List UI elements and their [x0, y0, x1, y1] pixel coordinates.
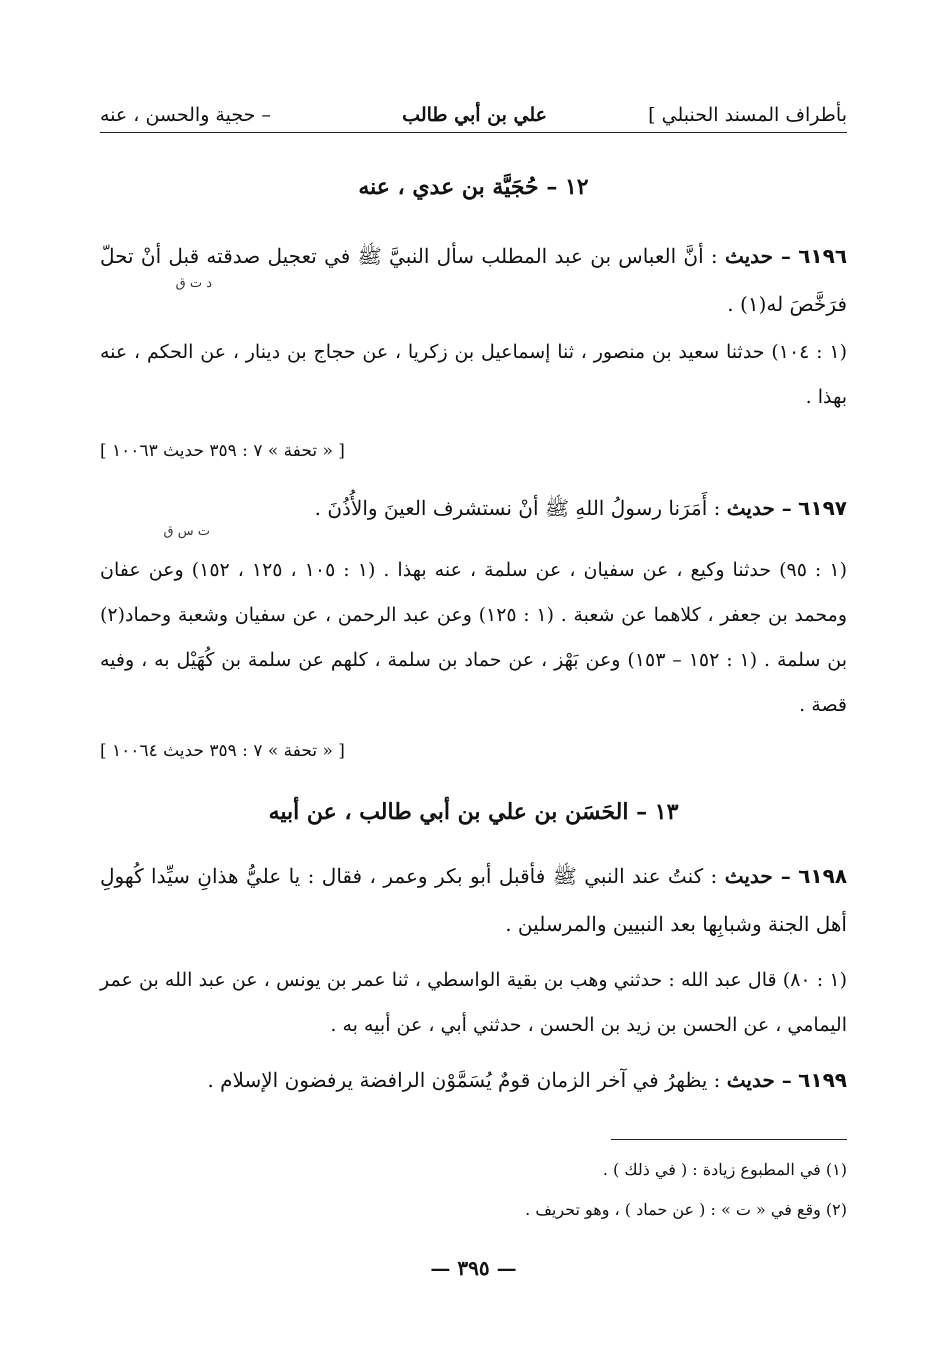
hadith-text: : كنتُ عند النبي ﷺ فأقبل أبو بكر وعمر ، فقال : يا عليُّ هذانِ سيِّدا كُهولِ أهل الجنة وشبابِها بعد النبيين والمرسلين .: [100, 864, 847, 936]
footnote-rule: [611, 1139, 847, 1140]
hadith-6197: [100, 484, 847, 532]
hadith-source: (١ : ٨٠) قال عبد الله : حدثني وهب بن بقية الواسطي ، ثنا عمر بن يونس ، عن عبد الله بن عمر اليمامي ، عن الحسن بن زيد بن الحسن ، حدثني أبي ، عن أبيه به .: [100, 969, 848, 1036]
tuhfa-reference: [ « تحفة » ٧ : ٣٥٩ حديث ١٠٠٦٣ ]: [100, 441, 345, 461]
page: [100, 96, 848, 1280]
hadith-6198: [100, 852, 847, 948]
section-title-13: ١٣ – الحَسَن بن علي بن أبي طالب ، عن أبيه: [268, 799, 679, 825]
hadith-text: : أَمَرَنا رسولُ اللهِ ﷺ أنْ نستشرف العينَ والأُذُنَ .: [314, 496, 721, 520]
hadith-keyword: – حديث: [726, 496, 792, 520]
hadith-keyword: – حديث: [724, 244, 791, 268]
hadith-number: ٦١٩٦: [798, 244, 848, 268]
hadith-source: (١ : ١٠٤) حدثنا سعيد بن منصور ، ثنا إسماعيل بن زكريا ، عن حجاج بن دينار ، عن الحكم ، عنه بهذا .: [100, 341, 847, 408]
hadith-keyword: – حديث: [726, 1068, 792, 1092]
hadith-keyword: – حديث: [724, 864, 791, 888]
hadith-text: : أنَّ العباس بن عبد المطلب سأل النبيَّ ﷺ في تعجيل صدقته قبل أنْ تحلّ فرَخَّصَ له(١) .: [100, 244, 847, 316]
tuhfa-reference: [ « تحفة » ٧ : ٣٥٩ حديث ١٠٠٦٤ ]: [100, 741, 345, 761]
hadith-number: ٦١٩٩: [798, 1068, 847, 1092]
hadith-number: ٦١٩٨: [798, 864, 848, 888]
page-number: — ٣٩٥ —: [430, 1256, 517, 1280]
hadith-source: (١ : ٩٥) حدثنا وكيع ، عن سفيان ، عن سلمة ، عنه بهذا . (١ : ١٠٥ ، ١٢٥ ، ١٥٢) وعن عفان ومحمد بن جعفر ، كلاهما عن شعبة . (١ : ١٢٥) وعن عبد الرحمن ، عن سفيان وشعبة وحماد(٢) بن سلمة . (١ : ١٥٢ – ١٥٣) وعن بَهْز ، عن حماد بن سلمة ، كلهم عن سلمة بن كُهَيْل به ، وفيه قصة .: [100, 559, 848, 716]
footnote-1: (١) في المطبوع زيادة : ( في ذلك ) .: [602, 1160, 847, 1179]
header-subsection: – حجية والحسن ، عنه: [100, 104, 271, 126]
hadith-sigla: ت س ق: [163, 524, 210, 539]
hadith-text: : يظهرُ في آخر الزمان قومٌ يُسَمَّوْن الرافضة يرفضون الإسلام .: [207, 1068, 721, 1092]
hadith-number: ٦١٩٧: [798, 496, 847, 520]
hadith-sigla: د ت ق: [175, 276, 212, 291]
header-book-title: بأطراف المسند الحنبلي ]: [648, 104, 847, 126]
section-title-12: ١٢ – حُجَيَّة بن عدي ، عنه: [358, 174, 589, 200]
hadith-6196: [100, 232, 847, 328]
footnote-2: (٢) وقع في « ت » : ( عن حماد ) ، وهو تحريف .: [525, 1200, 847, 1219]
running-header: [100, 96, 847, 133]
hadith-6199: [100, 1056, 847, 1104]
header-section: علي بن أبي طالب: [402, 104, 547, 126]
